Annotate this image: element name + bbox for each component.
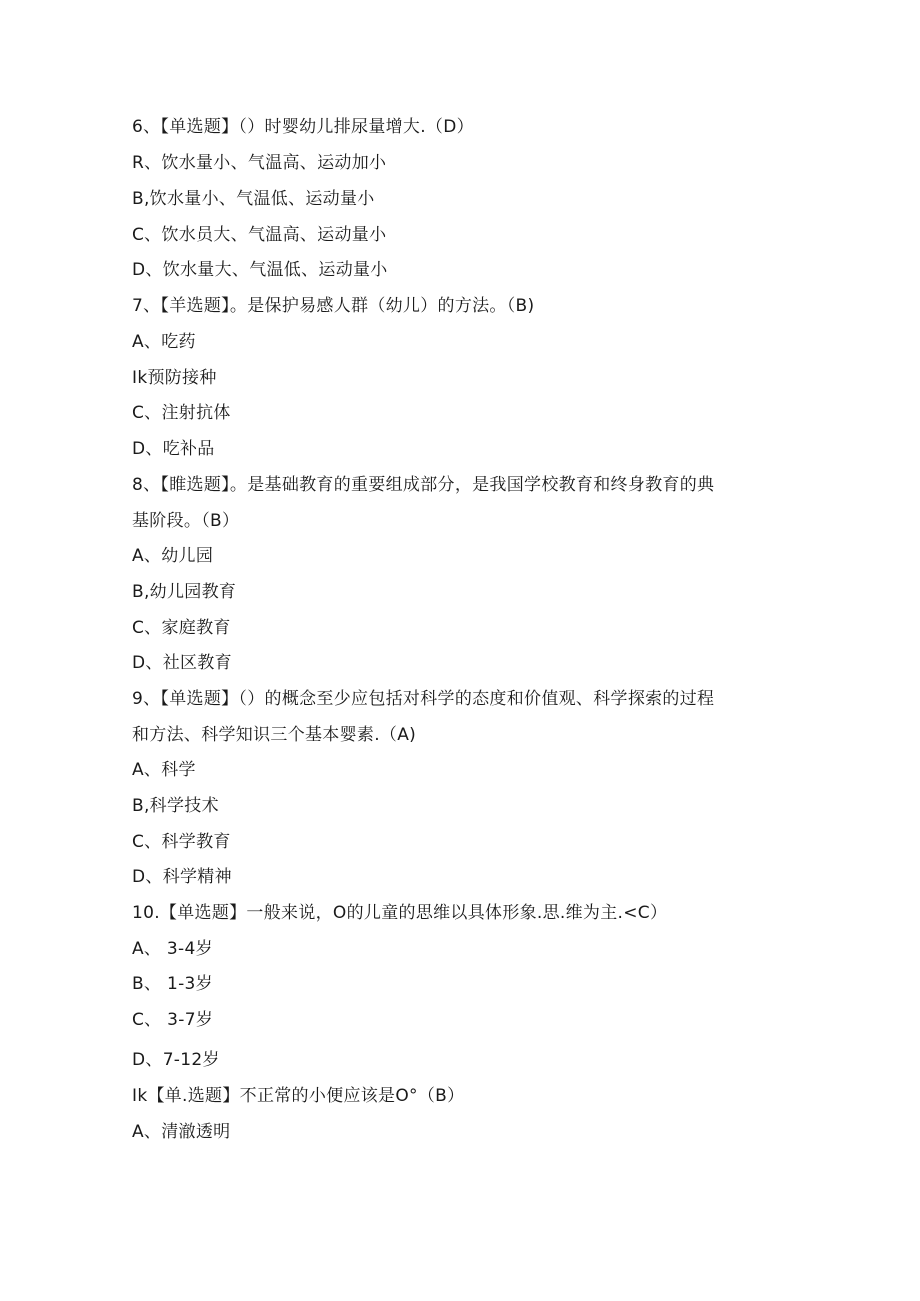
- question-7-option-d: D、吃补品: [132, 439, 215, 459]
- question-7-option-c: C、注射抗体: [132, 403, 231, 423]
- question-9-stem-line-2: 和方法、科学知识三个基本婴素.（A): [132, 725, 417, 745]
- question-6-stem: 6、【单选题】（）时婴幼儿排尿量增大.（D）: [132, 117, 474, 137]
- question-9-option-d: D、科学精神: [132, 867, 232, 887]
- question-8-option-b: B,幼儿园教育: [132, 582, 237, 602]
- question-7-option-b: Ik预防接种: [132, 368, 217, 388]
- question-9-option-c: C、科学教育: [132, 832, 231, 852]
- question-7-stem: 7、【羊选题】。是保护易感人群（幼儿）的方法。（B): [132, 296, 535, 316]
- question-11-option-a: A、清澈透明: [132, 1122, 231, 1142]
- question-8-option-d: D、社区教育: [132, 653, 232, 673]
- question-6-option-b: B,饮水量小、气温低、运动量小: [132, 189, 375, 209]
- question-9-option-b: B,科学技术: [132, 796, 219, 816]
- question-8-option-a: A、幼儿园: [132, 546, 214, 566]
- question-8-stem-line-2: 基阶段。（B）: [132, 511, 240, 531]
- question-10-option-a: A、 3-4岁: [132, 939, 213, 959]
- question-9-stem-line-1: 9、【单选题】（）的概念至少应包括对科学的态度和价值观、科学探索的过程: [132, 689, 715, 709]
- question-6-option-d: D、饮水量大、气温低、运动量小: [132, 260, 388, 280]
- question-10-option-b: B、 1-3岁: [132, 974, 213, 994]
- question-6-option-c: C、饮水员大、气温高、运动量小: [132, 225, 387, 245]
- question-8-stem-line-1: 8、【睢选题】。是基础教育的重要组成部分，是我国学校教育和终身教育的典: [132, 475, 715, 495]
- question-6-option-a: R、饮水量小、气温高、运动加小: [132, 153, 387, 173]
- question-10-option-d: D、7-12岁: [132, 1050, 220, 1070]
- question-10-stem: 10.【单选题】一般来说，O的儿童的思维以具体形象.思.维为主.<C）: [132, 903, 668, 923]
- question-7-option-a: A、吃药: [132, 332, 196, 352]
- question-11-stem: Ik【单.选题】不正常的小便应该是O°（B）: [132, 1086, 465, 1106]
- question-8-option-c: C、家庭教育: [132, 618, 231, 638]
- question-9-option-a: A、科学: [132, 760, 196, 780]
- question-10-option-c: C、 3-7岁: [132, 1010, 214, 1030]
